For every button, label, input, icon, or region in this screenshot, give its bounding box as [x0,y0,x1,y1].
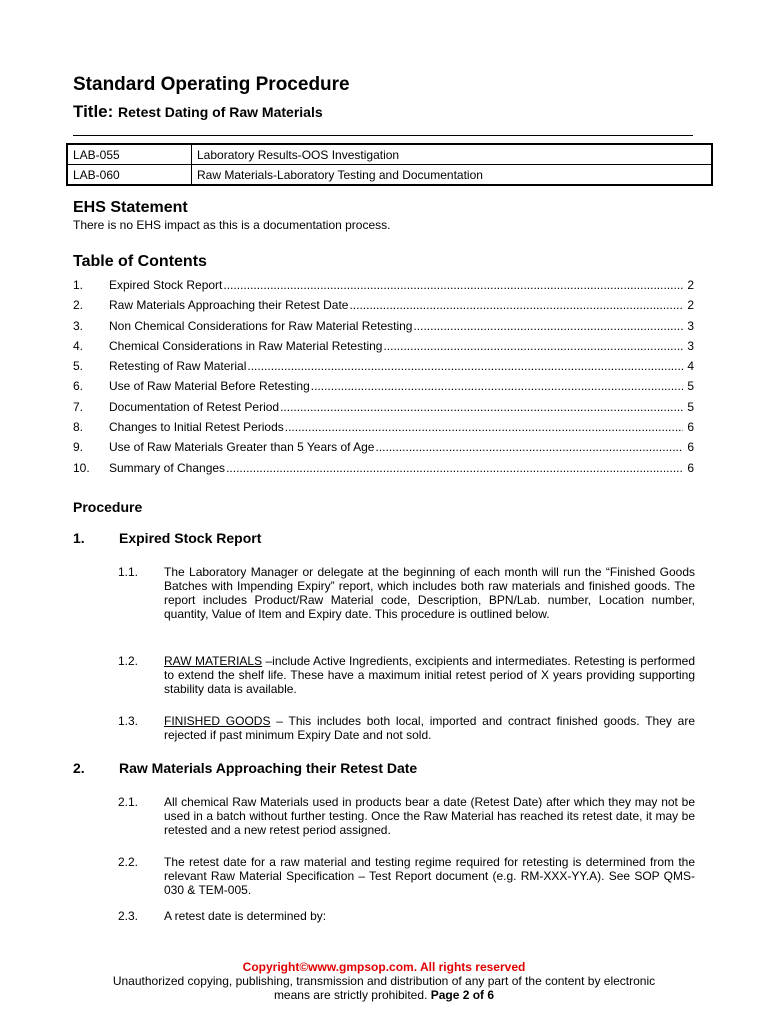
toc-number: 1. [73,278,84,292]
toc-label: Retesting of Raw Material [109,359,247,374]
title-label: Title [73,102,108,121]
toc-page-number: 4 [687,359,694,374]
toc-entry[interactable] [73,339,694,359]
toc-leader-dots [311,379,683,393]
toc-leader-dots [285,420,683,434]
toc-leader-dots [383,339,683,353]
paragraph [118,654,695,696]
toc-page-number: 5 [687,379,694,394]
section-heading [73,530,261,546]
toc-entry[interactable] [73,420,694,440]
section-number: 2. [73,760,85,776]
toc-entry[interactable] [73,379,694,399]
toc-number: 6. [73,379,84,394]
table-of-contents [73,278,694,481]
term-label: FINISHED GOODS [164,714,271,728]
paragraph-number: 1.1. [118,565,139,579]
toc-leader-dots [413,319,683,333]
reference-table [66,143,713,186]
paragraph-number: 1.3. [118,714,139,728]
ref-code: LAB-055 [67,144,192,165]
paragraph-text: A retest date is determined by: [164,909,327,923]
toc-label: Use of Raw Material Before Retesting [109,379,310,394]
ref-description: Raw Materials-Laboratory Testing and Documentation [192,165,713,186]
toc-entry[interactable] [73,319,694,339]
toc-label: Chemical Considerations in Raw Material Retesting [109,338,383,353]
paragraph [118,795,695,837]
paragraph [118,565,695,621]
paragraph-number: 2.3. [118,909,139,923]
toc-entry[interactable] [73,359,694,379]
section-heading [73,760,417,776]
toc-number: 8. [73,420,84,435]
procedure-heading: Procedure [73,499,143,515]
toc-leader-dots [349,298,683,312]
copyright-notice: Copyright©www.gmpsop.com. All rights reserved [242,960,526,974]
toc-leader-dots [280,400,683,414]
toc-number: 3. [73,318,84,333]
paragraph-text: The retest date for a raw material and testing regime required for retesting is determined from the relevant Raw Material Specification – Test Report document (e.g. RM-XXX-YY.A). See SOP QMS-030 & TEM-005. [164,855,695,897]
toc-number: 9. [73,440,84,455]
toc-label: Non Chemical Considerations for Raw Material Retesting [109,318,413,333]
toc-number: 5. [73,359,84,374]
toc-label: Raw Materials Approaching their Retest Date [109,298,349,313]
toc-page-number: 3 [687,318,694,333]
term-label: RAW MATERIALS [164,654,263,668]
title-value: Retest Dating of Raw Materials [118,104,323,120]
toc-page-number: 3 [687,338,694,353]
section-title: Raw Materials Approaching their Retest Date [119,760,418,776]
paragraph-text: The Laboratory Manager or delegate at the beginning of each month will run the “Finished Goods Batches with Impending Expiry” report, which includes both raw materials and finished goods. The report includes Product/Raw Material code, Description, BPN/Lab. number, Location number, quantity, Value of Item and Expiry date. This procedure is outlined below. [164,565,695,621]
toc-entry[interactable] [73,278,694,298]
ref-code: LAB-060 [67,165,192,186]
toc-entry[interactable] [73,440,694,460]
toc-label: Documentation of Retest Period [109,399,280,414]
toc-label: Changes to Initial Retest Periods [109,420,284,435]
paragraph-text [164,714,695,742]
toc-leader-dots [247,359,683,373]
paragraph-body: –include Active Ingredients, excipients and intermediates. Retesting is performed to extend the shelf life. These have a maximum initial retest period of X years providing supporting stability data is available. [164,654,696,696]
paragraph [118,909,695,923]
page-footer [0,960,768,1002]
toc-label: Summary of Changes [109,460,226,475]
ehs-text: There is no EHS impact as this is a documentation process. [73,218,391,232]
toc-leader-dots [226,461,683,475]
section-number: 1. [73,530,85,546]
title-rule [73,135,693,136]
toc-page-number: 5 [687,399,694,414]
toc-label: Expired Stock Report [109,278,223,292]
toc-entry[interactable] [73,298,694,318]
section-title: Expired Stock Report [119,530,262,546]
toc-leader-dots [375,440,683,454]
toc-page-number: 6 [687,440,694,455]
ehs-heading: EHS Statement [73,199,188,216]
table-row [67,144,712,165]
table-row [67,165,712,186]
doc-title: Title: Retest Dating of Raw Materials [73,102,323,121]
paragraph-body: – This includes both local, imported and contract finished goods. They are rejected if past minimum Expiry Date and not sold. [164,714,695,742]
footer-notice-line [0,988,768,1002]
toc-page-number: 6 [687,460,694,475]
paragraph [118,855,695,897]
paragraph-number: 2.2. [118,855,139,869]
toc-number: 7. [73,399,84,414]
toc-page-number: 6 [687,420,694,435]
toc-page-number: 2 [687,278,694,292]
toc-page-number: 2 [687,298,694,313]
toc-number: 2. [73,298,84,313]
paragraph-text [164,654,695,696]
footer-notice-text: means are strictly prohibited. [273,988,428,1002]
toc-entry[interactable] [73,400,694,420]
paragraph-number: 1.2. [118,654,139,668]
toc-heading: Table of Contents [73,253,207,270]
toc-leader-dots [223,278,683,292]
toc-entry[interactable] [73,461,694,481]
toc-label: Use of Raw Materials Greater than 5 Years of Age [109,440,375,455]
toc-number: 10. [73,460,90,475]
paragraph-number: 2.1. [118,795,139,809]
ref-description: Laboratory Results-OOS Investigation [192,144,713,165]
doc-type-heading: Standard Operating Procedure [73,74,350,95]
paragraph [118,714,695,742]
footer-notice-line: Unauthorized copying, publishing, transmission and distribution of any part of the content by electronic [112,974,656,988]
toc-number: 4. [73,338,84,353]
paragraph-text: All chemical Raw Materials used in products bear a date (Retest Date) after which they may not be used in a batch without further testing. Once the Raw Material has reached its retest date, it may be retested and a new retest period assigned. [164,795,695,837]
page-number: Page 2 of 6 [430,988,495,1002]
